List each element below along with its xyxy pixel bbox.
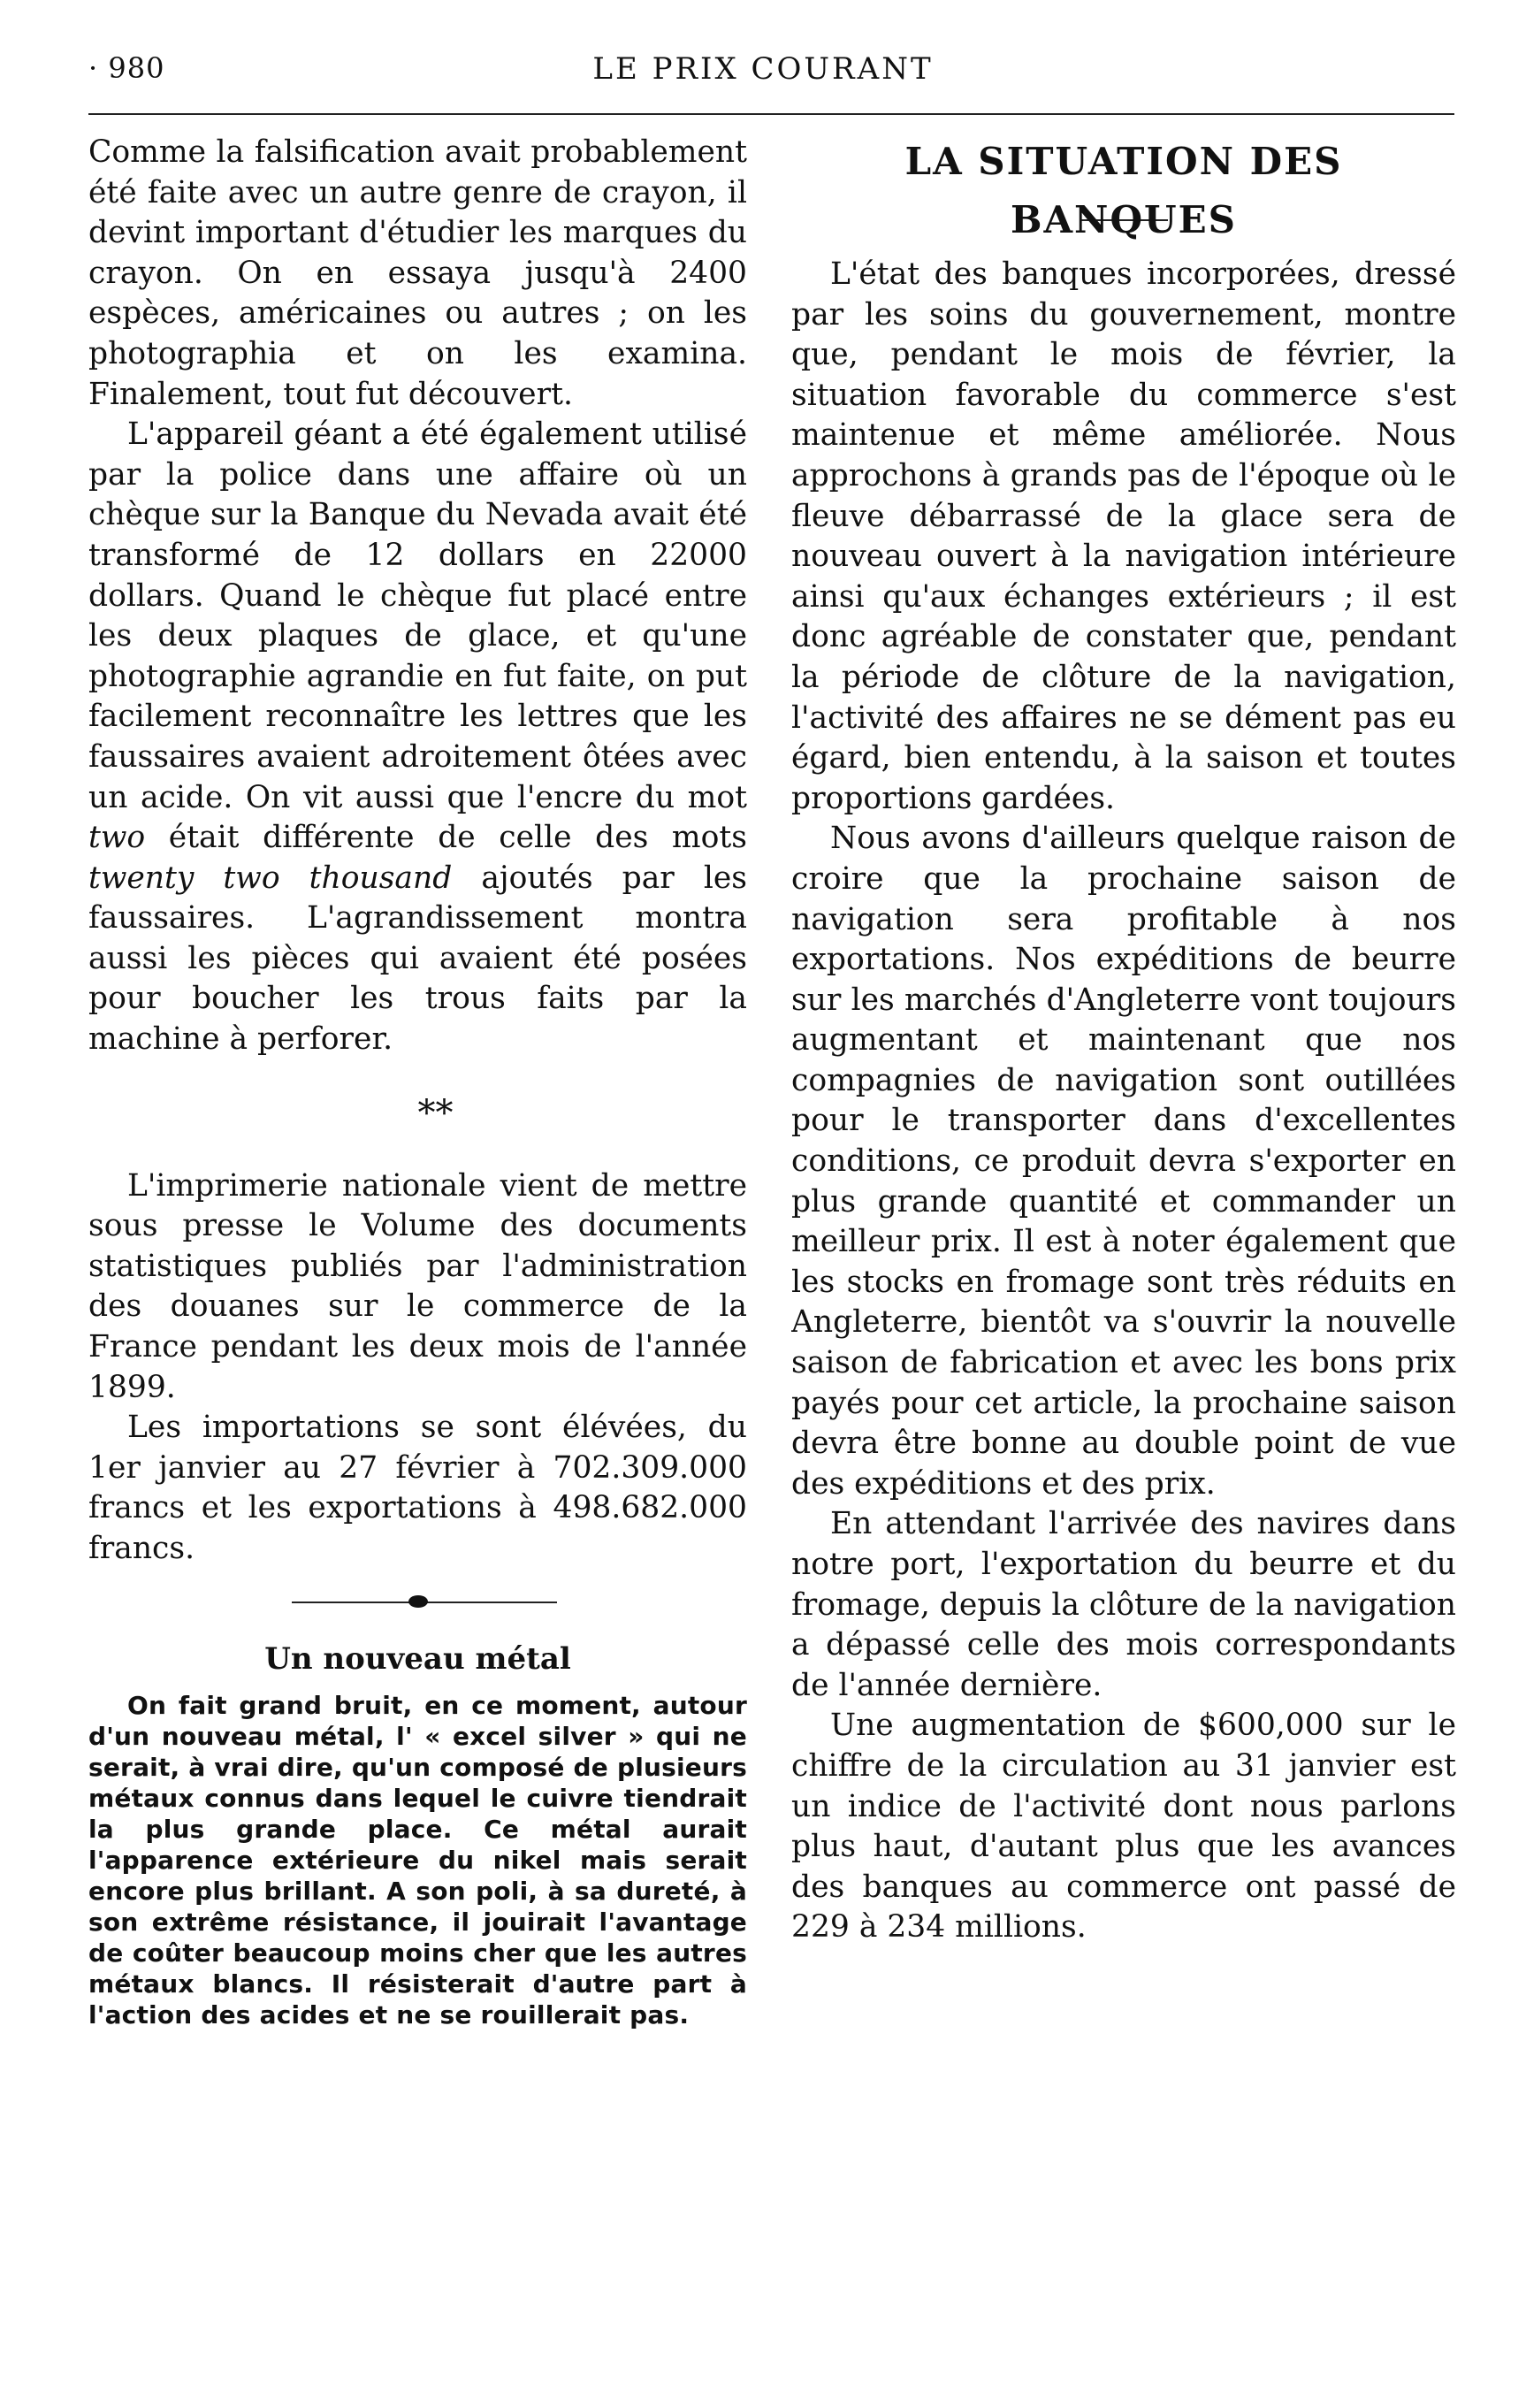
right-paragraph-2: Nous avons d'ailleurs quelque raison de croire que la prochaine saison de navigation sera profitable à nos exportations. Nos expéditions de beurre sur les marchés d'Angleterre vont toujours augmentant et maintenant que nos compagnies de navigation sont outillées pour le transporter dans d'excellentes conditions, ce produit devra s'exporter en plus grande quantité et commander un meilleur prix. Il est à noter également que les stocks en fromage sont très réduits en Angleterre, bientôt va s'ouvrir la nouvelle saison de fabrication et avec les bons prix payés pour cet article, la prochaine saison devra être bonne au double point de vue des expéditions et des prix. [791, 821, 1456, 1502]
page-header [0, 35, 1526, 88]
right-paragraph-4: Une augmentation de $600,000 sur le chiffre de la circulation au 31 janvier est un indice de l'activité dont nous parlons plus haut, d'autant plus que les avances des banques au commerce ont passé de 229 à 234 millions. [791, 1708, 1456, 1946]
ornament-divider [88, 1570, 747, 1632]
p2-text-a: L'appareil géant a été également utilisé par la police dans une affaire où un chèque sur la Banque du Nevada avait été transformé de 12 dollars en 22000 dollars. Quand le chèque fut placé entre les deux plaques de glace, et qu'une photographie agrandie en fut faite, on put facilement reconnaître les lettres que les faussaires avaient adroitement ôtées avec un acide. On vit aussi que l'encre du mot [88, 417, 747, 815]
left-paragraph-5: On fait grand bruit, en ce moment, autour d'un nouveau métal, l' « excel silver » qui ne serait, à vrai dire, qu'un composé de plusieurs métaux connus dans lequel le cuivre tiendrait la plus grande place. Ce métal aurait l'apparence extérieure du nikel mais serait encore plus brillant. A son poli, à sa dureté, à son extrême résistance, il jouirait l'avantage de coûter beaucoup moins cher que les autres métaux blancs. Il résisterait d'autre part à l'action des acides et ne se rouillerait pas. [88, 1690, 747, 2030]
running-title: LE PRIX COURANT [592, 51, 934, 87]
left-paragraph-1: Comme la falsification avait probablement été faite avec un autre genre de crayon, il devint important d'étudier les marques du crayon. On en essaya jusqu'à 2400 espèces, américaines ou autres ; on les photographia et on les examina. Finalement, tout fut découvert. [88, 134, 747, 412]
right-paragraph-1: L'état des banques incorporées, dressé par les soins du gouvernement, montre que, pendant le mois de février, la situation favorable du commerce s'est maintenue et même améliorée. Nous approchons à grands pas de l'époque où le fleuve débarrassé de la glace sera de nouveau ouvert à la navigation intérieure ainsi qu'aux échanges extérieurs ; il est donc agréable de constater que, pendant la période de clôture de la navigation, l'activité des affaires ne se dément pas eu égard, bien entendu, à la saison et toutes proportions gardées. [791, 256, 1456, 816]
section-separator-asterisks: ** [417, 1092, 454, 1134]
left-paragraph-2 [88, 415, 747, 1060]
right-paragraph-3: En attendant l'arrivée des navires dans notre port, l'exportation du beurre et du fromage, depuis la clôture de la navigation a dépassé celle des mois correspondants de l'année dernière. [791, 1506, 1456, 1703]
right-column [791, 133, 1456, 1948]
article-title: LA SITUATION DES BANQUES [904, 140, 1343, 241]
left-paragraph-3: L'imprimerie nationale vient de mettre sous presse le Volume des documents statistiques publiés par l'administration des douanes sur le commerce de la France pendant les deux mois de l'année 1899. [88, 1167, 747, 1405]
p2-text-b: était différente de celle des mots [145, 820, 747, 856]
page-number: · 980 [88, 51, 165, 85]
header-rule [88, 113, 1454, 115]
left-column [88, 133, 747, 2030]
p2-italic-two: two [88, 820, 146, 856]
article-subheading: Un nouveau métal [264, 1640, 571, 1677]
p2-text-c: ajoutés par les faussaires. L'agrandissement montra aussi les pièces qui avaient été posées pour boucher les trous faits par la machine à perforer. [88, 860, 747, 1058]
ornament-dot [408, 1595, 428, 1608]
p2-italic-twenty-two-thousand: twenty two thousand [88, 860, 453, 896]
left-paragraph-4: Les importations se sont élévées, du 1er janvier au 27 février à 702.309.000 francs et les exportations à 498.682.000 francs. [88, 1410, 747, 1566]
